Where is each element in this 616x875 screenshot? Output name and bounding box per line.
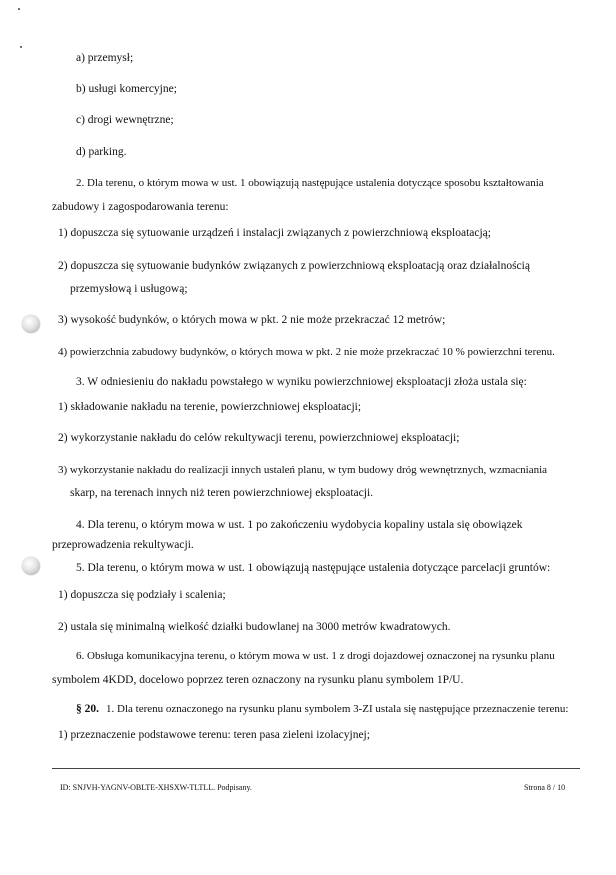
paragraph-4-line-2: przeprowadzenia rekultywacji. bbox=[52, 539, 194, 551]
paragraph-6-line-1: 6. Obsługa komunikacyjna terenu, o którym mowa w ust. 1 z drogi dojazdowej oznaczonej na rysunku planu bbox=[76, 650, 555, 662]
paragraph-2-item-1: 1) dopuszcza się sytuowanie urządzeń i instalacji związanych z powierzchniową eksploatacją; bbox=[58, 227, 491, 239]
list-item-d: d) parking. bbox=[76, 146, 127, 158]
paragraph-4-line-1: 4. Dla terenu, o którym mowa w ust. 1 po zakończeniu wydobycia kopaliny ustala się obowiązek bbox=[76, 519, 523, 531]
paragraph-5-item-1: 1) dopuszcza się podziały i scalenia; bbox=[58, 589, 226, 601]
section-20-item-1: 1) przeznaczenie podstawowe terenu: teren pasa zieleni izolacyjnej; bbox=[58, 729, 370, 741]
paragraph-3-item-1: 1) składowanie nakładu na terenie, powierzchniowej eksploatacji; bbox=[58, 401, 362, 413]
list-item-c: c) drogi wewnętrzne; bbox=[76, 114, 174, 126]
scan-dot-top bbox=[18, 8, 20, 10]
paragraph-3-line-1: 3. W odniesieniu do nakładu powstałego w wyniku powierzchniowej eksploatacji złoża ustala się: bbox=[76, 376, 527, 388]
section-20-line-1: 1. Dla terenu oznaczonego na rysunku planu symbolem 3-ZI ustala się następujące przeznaczenie terenu: bbox=[106, 703, 569, 715]
paragraph-2-line-2: zabudowy i zagospodarowania terenu: bbox=[52, 201, 229, 213]
paragraph-6-line-2: symbolem 4KDD, docelowo poprzez teren oznaczony na rysunku planu symbolem 1P/U. bbox=[52, 674, 464, 686]
footer-page-number: Strona 8 / 10 bbox=[524, 783, 566, 792]
footer-divider bbox=[52, 768, 580, 769]
paragraph-2-item-2-line-2: przemysłową i usługową; bbox=[70, 283, 188, 295]
paragraph-2-item-3: 3) wysokość budynków, o których mowa w pkt. 2 nie może przekraczać 12 metrów; bbox=[58, 314, 446, 326]
paragraph-5-line-1: 5. Dla terenu, o którym mowa w ust. 1 obowiązują następujące ustalenia dotyczące parcelacji gruntów: bbox=[76, 562, 551, 574]
paragraph-2-item-2-line-1: 2) dopuszcza się sytuowanie budynków związanych z powierzchniową eksploatacją oraz działalnością bbox=[58, 260, 530, 272]
paragraph-2-item-4: 4) powierzchnia zabudowy budynków, o których mowa w pkt. 2 nie może przekraczać 10 % powierzchni terenu. bbox=[58, 346, 555, 358]
paragraph-5-item-2: 2) ustala się minimalną wielkość działki budowlanej na 3000 metrów kwadratowych. bbox=[58, 621, 451, 633]
list-item-b: b) usługi komercyjne; bbox=[76, 83, 177, 95]
footer-document-id: ID: SNJVH-YAGNV-OBLTE-XHSXW-TLTLL. Podpisany. bbox=[60, 783, 252, 792]
paragraph-2-line-1: 2. Dla terenu, o którym mowa w ust. 1 obowiązują następujące ustalenia dotyczące sposobu kształtowania bbox=[76, 177, 544, 189]
paragraph-3-item-2: 2) wykorzystanie nakładu do celów rekultywacji terenu, powierzchniowej eksploatacji; bbox=[58, 432, 460, 444]
punch-hole-lower bbox=[22, 557, 40, 575]
paragraph-3-item-3-line-2: skarp, na terenach innych niż teren powierzchniowej eksploatacji. bbox=[70, 487, 374, 499]
punch-hole-upper bbox=[22, 315, 40, 333]
section-20-mark: § 20. bbox=[76, 703, 99, 715]
list-item-a: a) przemysł; bbox=[76, 52, 134, 64]
paragraph-3-item-3-line-1: 3) wykorzystanie nakładu do realizacji innych ustaleń planu, w tym budowy dróg wewnętrznych, wzmacniania bbox=[58, 464, 548, 476]
scan-dot-left bbox=[20, 46, 22, 48]
